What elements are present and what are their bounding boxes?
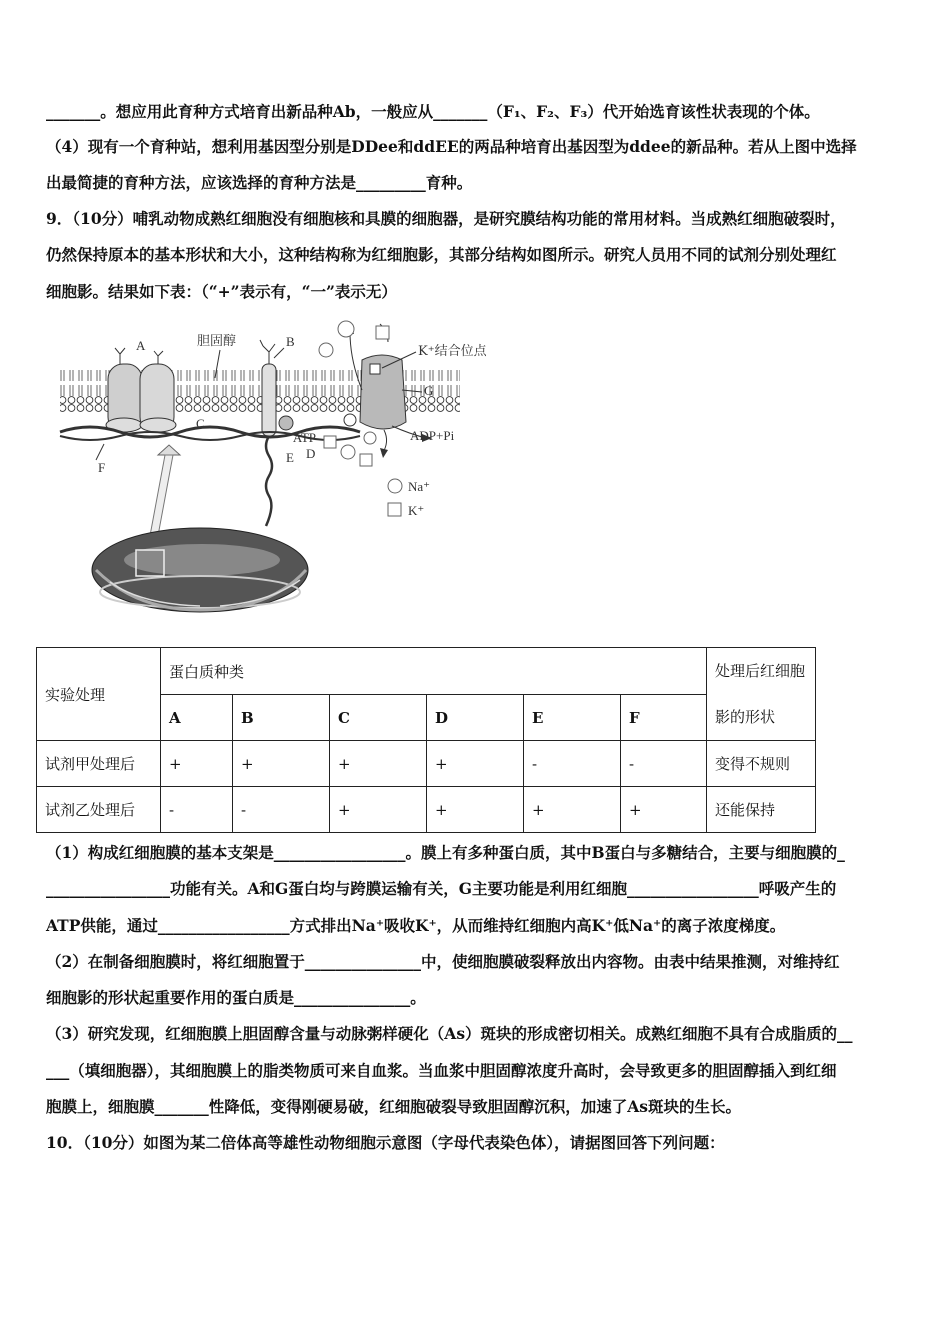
- label-adp: ADP+Pi: [410, 428, 455, 443]
- legend-na: Na⁺: [408, 479, 431, 494]
- protein-header-e: E: [524, 695, 621, 741]
- protein-g: [360, 355, 406, 429]
- label-k-site: K⁺结合位点: [418, 344, 487, 359]
- sub-question-1-line-1: （1）构成红细胞膜的基本支架是_________________。膜上有多种蛋白质，其中B蛋白与多糖结合，主要与细胞膜的_: [46, 843, 845, 862]
- cell-value: -: [233, 787, 330, 833]
- label-g: G: [424, 383, 434, 398]
- sub-question-2-line-1: （2）在制备细胞膜时，将红细胞置于_______________中，使细胞膜破裂释放出内容物。由表中结果推测，对维持红: [46, 952, 840, 971]
- protein-e: [266, 436, 272, 526]
- protein-b: [262, 364, 276, 436]
- question-9-line-1: 9．（10分）哺乳动物成熟红细胞没有细胞核和具膜的细胞器，是研究膜结构功能的常用材料。当成熟红细胞破裂时，: [46, 209, 846, 228]
- sub-question-3-line-2: ___（填细胞器），其细胞膜上的脂类物质可来自血浆。当血浆中胆固醇浓度升高时，会导致更多的胆固醇插入到红细: [46, 1061, 837, 1080]
- membrane-figure: [40, 320, 520, 640]
- cell-value: +: [427, 741, 524, 787]
- protein-header-a: A: [161, 695, 233, 741]
- cell-value: -: [621, 741, 707, 787]
- cell-value: +: [330, 741, 427, 787]
- text-line-2: （4）现有一个育种站，想利用基因型分别是DDee和ddEE的两品种培育出基因型为ddee的新品种。若从上图中选择: [46, 137, 857, 156]
- protein-header-f: F: [621, 695, 707, 741]
- text-line-1: _______。想应用此育种方式培育出新品种Ab，一般应从_______（F₁、F₂、F₃）代开始选育该性状表现的个体。: [46, 102, 820, 121]
- cell-value: +: [233, 741, 330, 787]
- cell-value: +: [330, 787, 427, 833]
- question-9-line-3: 细胞影。结果如下表：（“+”表示有，“一”表示无）: [46, 282, 397, 301]
- label-c: C: [196, 416, 205, 431]
- header-shape: 处理后红细胞影的形状: [707, 648, 816, 741]
- question-9-line-2: 仍然保持原本的基本形状和大小，这种结构称为红细胞影，其部分结构如图所示。研究人员用不同的试剂分别处理红: [46, 245, 837, 264]
- sub-question-1-line-2: ________________功能有关。A和G蛋白均与跨膜运输有关，G主要功能是利用红细胞_________________呼吸产生的: [46, 879, 837, 898]
- protein-header-d: D: [427, 695, 524, 741]
- row-label: 试剂乙处理后: [37, 787, 161, 833]
- legend-k: K⁺: [408, 503, 425, 518]
- label-d: D: [306, 446, 316, 461]
- row-label: 试剂甲处理后: [37, 741, 161, 787]
- sub-question-3-line-1: （3）研究发现，红细胞膜上胆固醇含量与动脉粥样硬化（As）斑块的形成密切相关。成熟红细胞不具有合成脂质的__: [46, 1024, 853, 1043]
- results-table: [36, 647, 816, 833]
- cell-value: +: [621, 787, 707, 833]
- sub-question-3-line-3: 胞膜上，细胞膜_______性降低，变得刚硬易破，红细胞破裂导致胆固醇沉积，加速了As斑块的生长。: [46, 1097, 742, 1116]
- cell-shape: 变得不规则: [707, 741, 816, 787]
- label-a: A: [136, 338, 146, 353]
- cell-value: -: [161, 787, 233, 833]
- red-blood-cell: [92, 528, 308, 612]
- sub-question-2-line-2: 细胞影的形状起重要作用的蛋白质是_______________。: [46, 988, 426, 1007]
- question-10-line-1: 10．（10分）如图为某二倍体高等雄性动物细胞示意图（字母代表染色体），请据图回答下列问题：: [46, 1133, 725, 1152]
- header-treatment: 实验处理: [37, 648, 161, 741]
- cell-value: +: [524, 787, 621, 833]
- text-line-3: 出最简捷的育种方法，应该选择的育种方法是_________育种。: [46, 173, 473, 192]
- label-f: F: [98, 460, 106, 475]
- header-protein-type: 蛋白质种类: [161, 648, 707, 695]
- cell-value: -: [524, 741, 621, 787]
- label-b: B: [286, 334, 295, 349]
- label-cholesterol: 胆固醇: [197, 334, 237, 349]
- sub-question-1-line-3: ATP供能，通过_________________方式排出Na⁺吸收K⁺，从而维持红细胞内高K⁺低Na⁺的离子浓度梯度。: [46, 916, 786, 935]
- table-row: [37, 787, 816, 833]
- table-row: [37, 741, 816, 787]
- label-e: E: [286, 450, 294, 465]
- protein-header-b: B: [233, 695, 330, 741]
- cell-shape: 还能保持: [707, 787, 816, 833]
- protein-header-c: C: [330, 695, 427, 741]
- cell-value: +: [161, 741, 233, 787]
- cell-value: +: [427, 787, 524, 833]
- label-atp: ATP: [292, 430, 316, 445]
